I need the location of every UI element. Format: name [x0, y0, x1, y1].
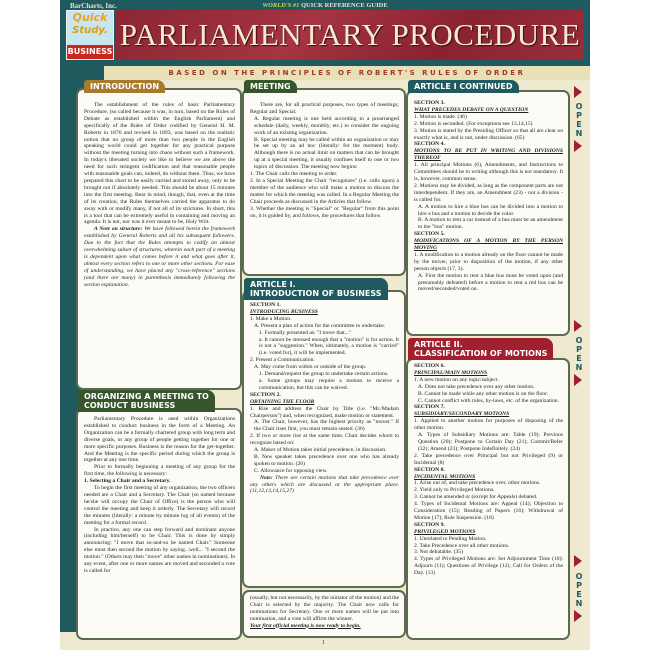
- open-letter: O: [575, 336, 583, 345]
- list-item: 2. If two or more rise at the same time, Chair decides whom to recognize based on:: [250, 433, 399, 447]
- open-letter: N: [575, 599, 583, 608]
- open-letter: P: [576, 345, 582, 354]
- list-item: a. It cannot be stressed enough that a "motion" is for action. It is not a "suggestion." When, ultimately, a motion is "carried" (i.e. voted for), it will be implemented.: [259, 336, 399, 357]
- section2-label: SECTION 2.: [250, 391, 281, 398]
- open-letter: N: [575, 129, 583, 138]
- article2-box: [406, 358, 570, 640]
- logo-study: Study.: [72, 25, 108, 36]
- section6-label: SECTION 6.: [414, 363, 445, 369]
- list-item: C. Allowance for opposing view.: [254, 467, 328, 474]
- list-item: 2. Motions may be divided, as long as the component parts are not interdependent. If they are, an Amendment (23) - not a division - is called for.: [414, 182, 563, 203]
- organizing-closing: Your first official meeting is now ready to begin.: [250, 622, 361, 629]
- organizing-heading: [78, 390, 215, 412]
- section1-label: SECTION 1.: [250, 302, 281, 308]
- introduction-heading: INTRODUCTION: [84, 80, 165, 93]
- list-item: 4. Types of Incidental Motions are: Appeal (14); Objection to Consideration (15); Reading of Papers (16); Withdrawal of Motion (17); Rule Suspension. (18): [414, 501, 563, 521]
- tagline-text: QUICK REFERENCE GUIDE: [299, 2, 388, 9]
- list-item: 1. Make a Motion.: [250, 315, 292, 322]
- organizing-heading-line1: ORGANIZING A MEETING TO: [84, 392, 209, 401]
- open-arrow-icon: [574, 610, 582, 622]
- article1-note: [250, 475, 399, 496]
- article1-continued-box: [406, 90, 570, 336]
- introduction-note: [84, 226, 235, 288]
- list-item: A. May come from within or outside of the group.: [254, 364, 367, 371]
- page-title: PARLIAMENTARY PROCEDURE: [119, 17, 581, 52]
- section7-label: SECTION 7.: [414, 404, 445, 411]
- publisher-name: BarCharts, Inc.: [70, 2, 117, 10]
- organizing-cont: (usually, but not necessarily, by the initiator of the motion) and the Chair is selected by the majority. The Chair now calls for nominations for Secretary. One or more names will be put into nomination, and a vote will affirm the winner.: [250, 595, 399, 622]
- organizing-para1: Parliamentary Procedure is used within Organizations established to conduct business in the form of a Meeting. An Organization can be a formally chartered group with long term and diverse goals, or any group of people getting together for one or more specific purposes. Business is the reason for the get-together. And the Meeting is the specific period during which the group is together at any one time.: [84, 416, 235, 464]
- open-letter: E: [576, 590, 582, 599]
- meeting-heading: MEETING: [244, 80, 297, 93]
- list-item: 2. Motion is seconded. (For exceptions see 13,14,15): [414, 120, 533, 127]
- list-item: A. Present a plan of action for the committee to undertake.: [254, 322, 386, 329]
- article2-heading-line2: CLASSIFICATION OF MOTIONS: [414, 349, 548, 358]
- meeting-box: [242, 88, 406, 276]
- section7-title: SUBSIDIARY/SECONDARY MOTIONS: [414, 411, 510, 418]
- organizing-box: [76, 408, 242, 640]
- article2-heading-line1: ARTICLE II.: [414, 340, 463, 349]
- list-item: a. Some groups may require a motion to receive a communication, but this can be waived.: [259, 377, 399, 391]
- open-letter: O: [575, 102, 583, 111]
- list-item: 1. Rise and address the Chair by Title (i.e. "Mr./Madam Chairperson") and, when recognized, make motion or statement.: [250, 405, 399, 419]
- list-item: 2. Yield only to Privileged Motions.: [414, 487, 495, 494]
- logo-quick: Quick: [72, 11, 108, 24]
- list-item: 1. All principal Motions (6), Amendments, and Instructions to Committees should be in writing although this is not mandatory. It is, however, common sense.: [414, 162, 563, 182]
- open-letter: P: [576, 111, 582, 120]
- article1-heading-line1: ARTICLE I.: [250, 280, 296, 289]
- section3-title: WHAT PRECEDES DEBATE ON A QUESTION: [414, 106, 529, 113]
- section5-label: SECTION 5.: [414, 231, 445, 238]
- list-item: 1. Unrelated to Pending Motion.: [414, 535, 487, 542]
- list-item: 2. Take Precedence over all other motions.: [414, 542, 510, 549]
- note-label: Note:: [260, 474, 273, 481]
- open-arrow-icon: [574, 555, 582, 567]
- meeting-a: A. Regular meeting is one held according to a prearranged schedule (daily, weekly, monthly, etc.) to consider the ongoing work of an existing organization.: [254, 115, 399, 136]
- open-arrow-icon: [574, 86, 582, 98]
- open-arrow-icon: [574, 140, 582, 152]
- note-label: A Note on structure:: [94, 226, 143, 233]
- list-item: 3. Not debatable. (35): [414, 549, 463, 556]
- section1-title: INTRODUCING BUSINESS: [250, 308, 318, 315]
- list-item: B. Cannot be made while any other motion is on the floor.: [418, 390, 549, 397]
- organizing-continued-box: [242, 590, 406, 638]
- meeting-step2: 2. In a Special Meeting the Chair "recognizes" (i.e. calls upon) a member of the audience who will make a motion to discuss the matter for which the meeting was called. In a Regular Meeting the Chair proceeds as discussed in the Articles that follow.: [250, 177, 399, 205]
- open-tab-label: [574, 336, 584, 372]
- list-item: 1. A modification to a motion already on the floor cannot be made by the mover, prior to disposition of the motion, if any other person objects (17, 3).: [414, 251, 563, 272]
- title-banner: [116, 10, 584, 60]
- list-item: A. Types of Subsidiary Motions are: Table (19); Previous Question (20); Postpone to Certain Day (21); Commit/Refer (22); Amend (23); Postpone Indefinitely. (24): [418, 432, 563, 452]
- list-item: A. A motion to hire a blue bus can be divided into a motion to hire a bus and a motion to decide the color.: [418, 203, 563, 217]
- list-item: 3. Cannot be amended or (except for Appeals) debated.: [414, 494, 538, 501]
- list-item: 1. A new motion on any topic/subject.: [414, 376, 499, 383]
- section4-title: MOTIONS TO BE PUT IN WRITING AND DIVISIONS THEREOF: [414, 148, 563, 162]
- list-item: 1. Formally presented as: "I move that...": [259, 329, 352, 336]
- page-number: 1: [322, 640, 325, 646]
- open-tab-label: [574, 102, 584, 138]
- section2-title: OBTAINING THE FLOOR: [250, 398, 315, 405]
- list-item: A. Maker of Motion takes initial precedence, in discussion.: [254, 447, 387, 454]
- list-item: 2. Present a Communication.: [250, 357, 315, 364]
- section9-title: PRIVILEGED MOTIONS: [414, 528, 476, 535]
- organizing-para2: Prior to formally beginning a meeting of any group for the first time, the following is necessary:: [84, 464, 235, 478]
- meeting-step3: 3. Whether the meeting is "Special" or "Regular" from this point on, it is guided by, and follows, the procedures that follow.: [250, 205, 399, 219]
- list-item: 1. Arise out of, and take precedence over, other motions.: [414, 480, 541, 487]
- organizing-para3: To begin the first meeting of any organization, the two officers needed are a Chair and a Secretary. The Chair (so named because he/she will occupy the Chair of Office) is the person who will control the meeting and keep it orderly. The Secretary will record the minutes (literally: a minute by minute log of all events) of the meeting for a formal record.: [84, 485, 235, 526]
- tagline-highlight: WORLD'S #1: [262, 2, 300, 9]
- article1-heading: [244, 278, 388, 300]
- article1-box: [242, 290, 406, 588]
- organizing-para4: In practice, any one can step forward and nominate anyone (including him/herself) to be Chair. This is done by simply announcing: "I move that so-and-so be named Chair." Someone else must then second the motion by saying...well... "I second the motion." (Others may then "move" other names in nominations). In any event, after one or more names are moved and seconded a vote is called for: [84, 526, 235, 574]
- note-text: There are certain motions that take precedence over any others which are discussed at the appropriate place. (11,12,13,14,15,27): [250, 474, 399, 495]
- list-item: 4. Types of Privileged Motions are: Set Adjournment Time (10); Adjourn (11); Questions of Privilege (12); Call for Orders of the Day. (13): [414, 556, 563, 577]
- open-letter: E: [576, 120, 582, 129]
- list-item: 2. Take precedence over Principal but not Privileged (9) or Incidental (8): [414, 452, 563, 466]
- meeting-b: B. Special meeting may be called within an organization or may be set up by an ad hoc (literally: for the moment) body. Although there is no actual limit on matters that can be brought up at a special meeting, it usually confines itself to one or two topics of discussion. The meeting now begins:: [254, 136, 399, 171]
- list-item: 1. Motion is made. (46): [414, 113, 467, 120]
- open-letter: O: [575, 572, 583, 581]
- introduction-para: The establishment of the rules of basic Parliamentary Procedure, (so called because it was, in turn, based on the Rules of Debate as established within the English Parliament) and specifically of the Rules of Order codified by General H. M. Roberts in 1876 and revised in 1893, was based on the realistic notion that no group of more than two people in the English speaking world could get together for any practical purpose without the meeting turning into chaos without such a framework. In today's liberated society we like to believe we are above the need for such stringent codification and that reasonable people with reasonable goals can, indeed, do without them. Thus, we have prepared this chart to be easily carried and stored away, only to be brought out if absolutely needed. This should be about 15 minutes into the first meeting. Bear in mind, though, that, even at the time of its creation, the Rules themselves carried the apparatus to do away with or modify many, if not all of its strictures. In short, this is a tool that can be extremely useful in containing and moving an agenda. It is not, nor was it ever meant to be, Holy Writ.: [84, 102, 235, 226]
- article1-heading-line2: INTRODUCTION OF BUSINESS: [250, 289, 382, 298]
- logo-business: BUSINESS: [67, 45, 113, 59]
- list-item: B. A motion to rent a car instead of a bus must be an amendment to the "bus" motion.: [418, 217, 563, 231]
- introduction-box: [76, 88, 242, 390]
- list-item: 1. Applied to another motion for purposes of disposing of the other motion.: [414, 418, 563, 432]
- list-item: A. Does not take precedence over any other motion.: [418, 383, 535, 390]
- open-tab-label: [574, 572, 584, 608]
- section6-title: PRINCIPAL/MAIN MOTIONS: [414, 369, 488, 376]
- list-item: A. The Chair, however, has the highest priority as "mover." If the Chair rises first, you must remain seated. (36): [254, 419, 399, 433]
- list-item: C. Cannot conflict with rules, by-laws, etc. of the organization.: [418, 397, 559, 404]
- list-item: 3. Motion is stated by the Presiding Officer so that all are clear on exactly what is, and is not, under discussion. (65): [414, 127, 563, 141]
- organizing-heading-line2: CONDUCT BUSINESS: [84, 401, 176, 410]
- note-text: We have followed herein the framework established by General Roberts and all his subsequent followers. Due to the fact that the Rules attempts to codify an almost overwhelming subset of structures, wherein each part of a meeting is dependent upon what comes before it and what goes after it, almost every section refers to one or more other sections. For ease of understanding, we have placed any "cross-reference" sections (and there are many) in parenthesis immediately following the section explanation.: [84, 226, 235, 288]
- reference-sheet: [60, 0, 590, 650]
- meeting-intro: There are, for all practical purposes, two types of meetings; Regular and Special.: [250, 102, 399, 115]
- open-letter: N: [575, 363, 583, 372]
- list-item: A. First the motion to rent a blue bus must be voted upon (and presumably defeated) before a motion to rent a red bus can be moved/seconded/voted on.: [418, 272, 563, 293]
- meeting-step1: 1. The Chair calls the meeting to order.: [250, 171, 338, 178]
- section9-label: SECTION 9.: [414, 521, 445, 528]
- subtitle: BASED ON THE PRINCIPLES OF ROBERT'S RULES OF ORDER: [104, 66, 590, 80]
- section4-label: SECTION 4.: [414, 141, 445, 148]
- list-item: 1. Demand/request the group to undertake certain actions.: [259, 371, 389, 378]
- tagline: [60, 2, 590, 9]
- article1-continued-heading: ARTICLE I CONTINUED: [408, 80, 519, 93]
- section5-title: MODIFICATIONS OF A MOTION BY THE PERSON MOVING: [414, 238, 563, 252]
- section8-label: SECTION 8.: [414, 466, 445, 473]
- open-arrow-icon: [574, 320, 582, 332]
- section3-label: SECTION 3.: [414, 100, 445, 106]
- quickstudy-logo: [66, 10, 114, 60]
- open-letter: E: [576, 354, 582, 363]
- article2-heading: [408, 338, 553, 360]
- open-letter: P: [576, 581, 582, 590]
- list-item: B. New speaker takes precedence over one who has already spoken to motion. (26): [254, 453, 399, 467]
- organizing-item1: 1. Selecting a Chair and a Secretary.: [84, 478, 171, 485]
- section8-title: INCIDENTAL MOTIONS: [414, 473, 476, 480]
- open-arrow-icon: [574, 374, 582, 386]
